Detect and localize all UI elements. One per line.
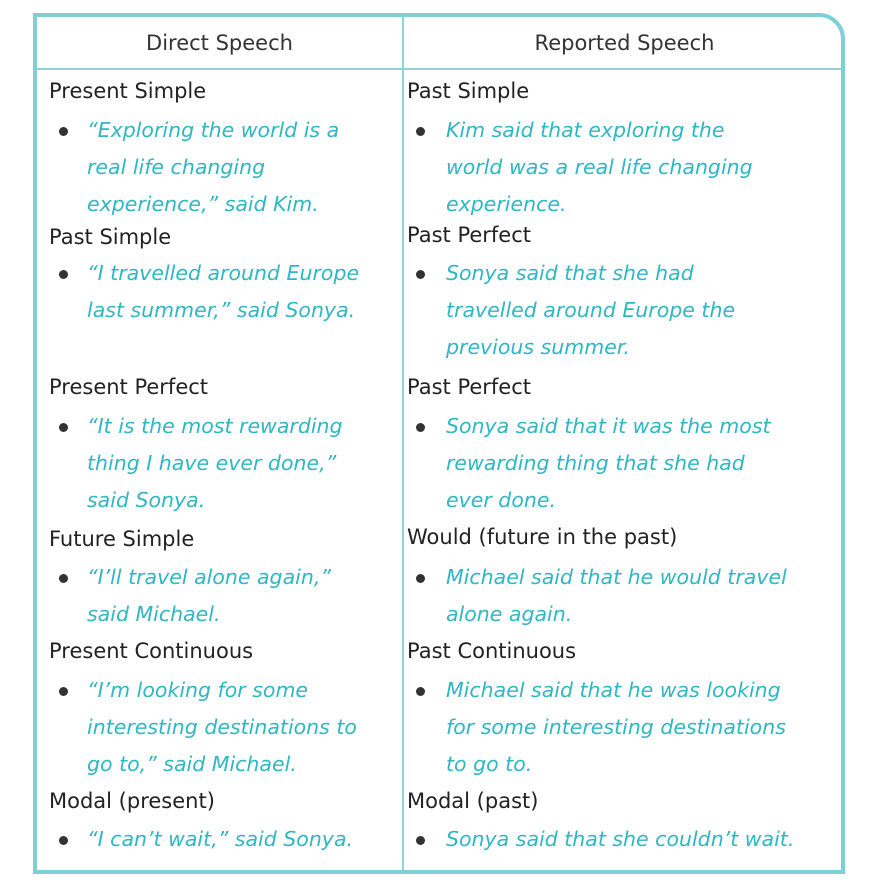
reported-example: Kim said that exploring the world was a real life changing experience. [446, 118, 753, 216]
reported-tense: Would (future in the past) [407, 525, 678, 549]
bullet-icon [416, 574, 425, 583]
direct-tense: Future Simple [49, 527, 195, 551]
direct-tense: Present Perfect [49, 375, 209, 399]
reported-example: Sonya said that it was the most rewarding thing that she had ever done. [446, 414, 771, 512]
direct-tense: Modal (present) [49, 789, 215, 813]
direct-example: “It is the most rewarding thing I have ever done,” said Sonya. [87, 414, 343, 512]
bullet-icon [416, 687, 425, 696]
reported-tense: Modal (past) [407, 789, 539, 813]
reported-example: Sonya said that she had travelled around Europe the previous summer. [446, 261, 736, 359]
bullet-icon [416, 423, 425, 432]
grammar-table [33, 13, 845, 874]
bullet-icon [416, 836, 425, 845]
direct-tense: Past Simple [49, 225, 172, 249]
column-divider [402, 17, 404, 870]
reported-tense: Past Continuous [407, 639, 577, 663]
bullet-icon [59, 574, 68, 583]
direct-example: “Exploring the world is a real life changing experience,” said Kim. [87, 118, 340, 216]
bullet-icon [59, 423, 68, 432]
reported-example: Michael said that he would travel alone again. [446, 565, 787, 626]
reported-example: Michael said that he was looking for some interesting destinations to go to. [446, 678, 786, 776]
direct-example: “I travelled around Europe last summer,” said Sonya. [87, 261, 360, 322]
direct-tense: Present Continuous [49, 639, 254, 663]
bullet-icon [59, 836, 68, 845]
direct-tense: Present Simple [49, 79, 207, 103]
reported-tense: Past Perfect [407, 375, 532, 399]
bullet-icon [416, 127, 425, 136]
direct-example: “I can’t wait,” said Sonya. [87, 827, 354, 851]
reported-example: Sonya said that she couldn’t wait. [446, 827, 795, 851]
direct-example: “I’ll travel alone again,” said Michael. [87, 565, 331, 626]
header-divider [37, 68, 841, 70]
direct-example: “I’m looking for some interesting destinations to go to,” said Michael. [87, 678, 357, 776]
reported-tense: Past Simple [407, 79, 530, 103]
bullet-icon [416, 270, 425, 279]
bullet-icon [59, 270, 68, 279]
bullet-icon [59, 127, 68, 136]
header-reported-speech: Reported Speech [534, 31, 715, 55]
reported-tense: Past Perfect [407, 223, 532, 247]
header-direct-speech: Direct Speech [146, 31, 293, 55]
bullet-icon [59, 687, 68, 696]
